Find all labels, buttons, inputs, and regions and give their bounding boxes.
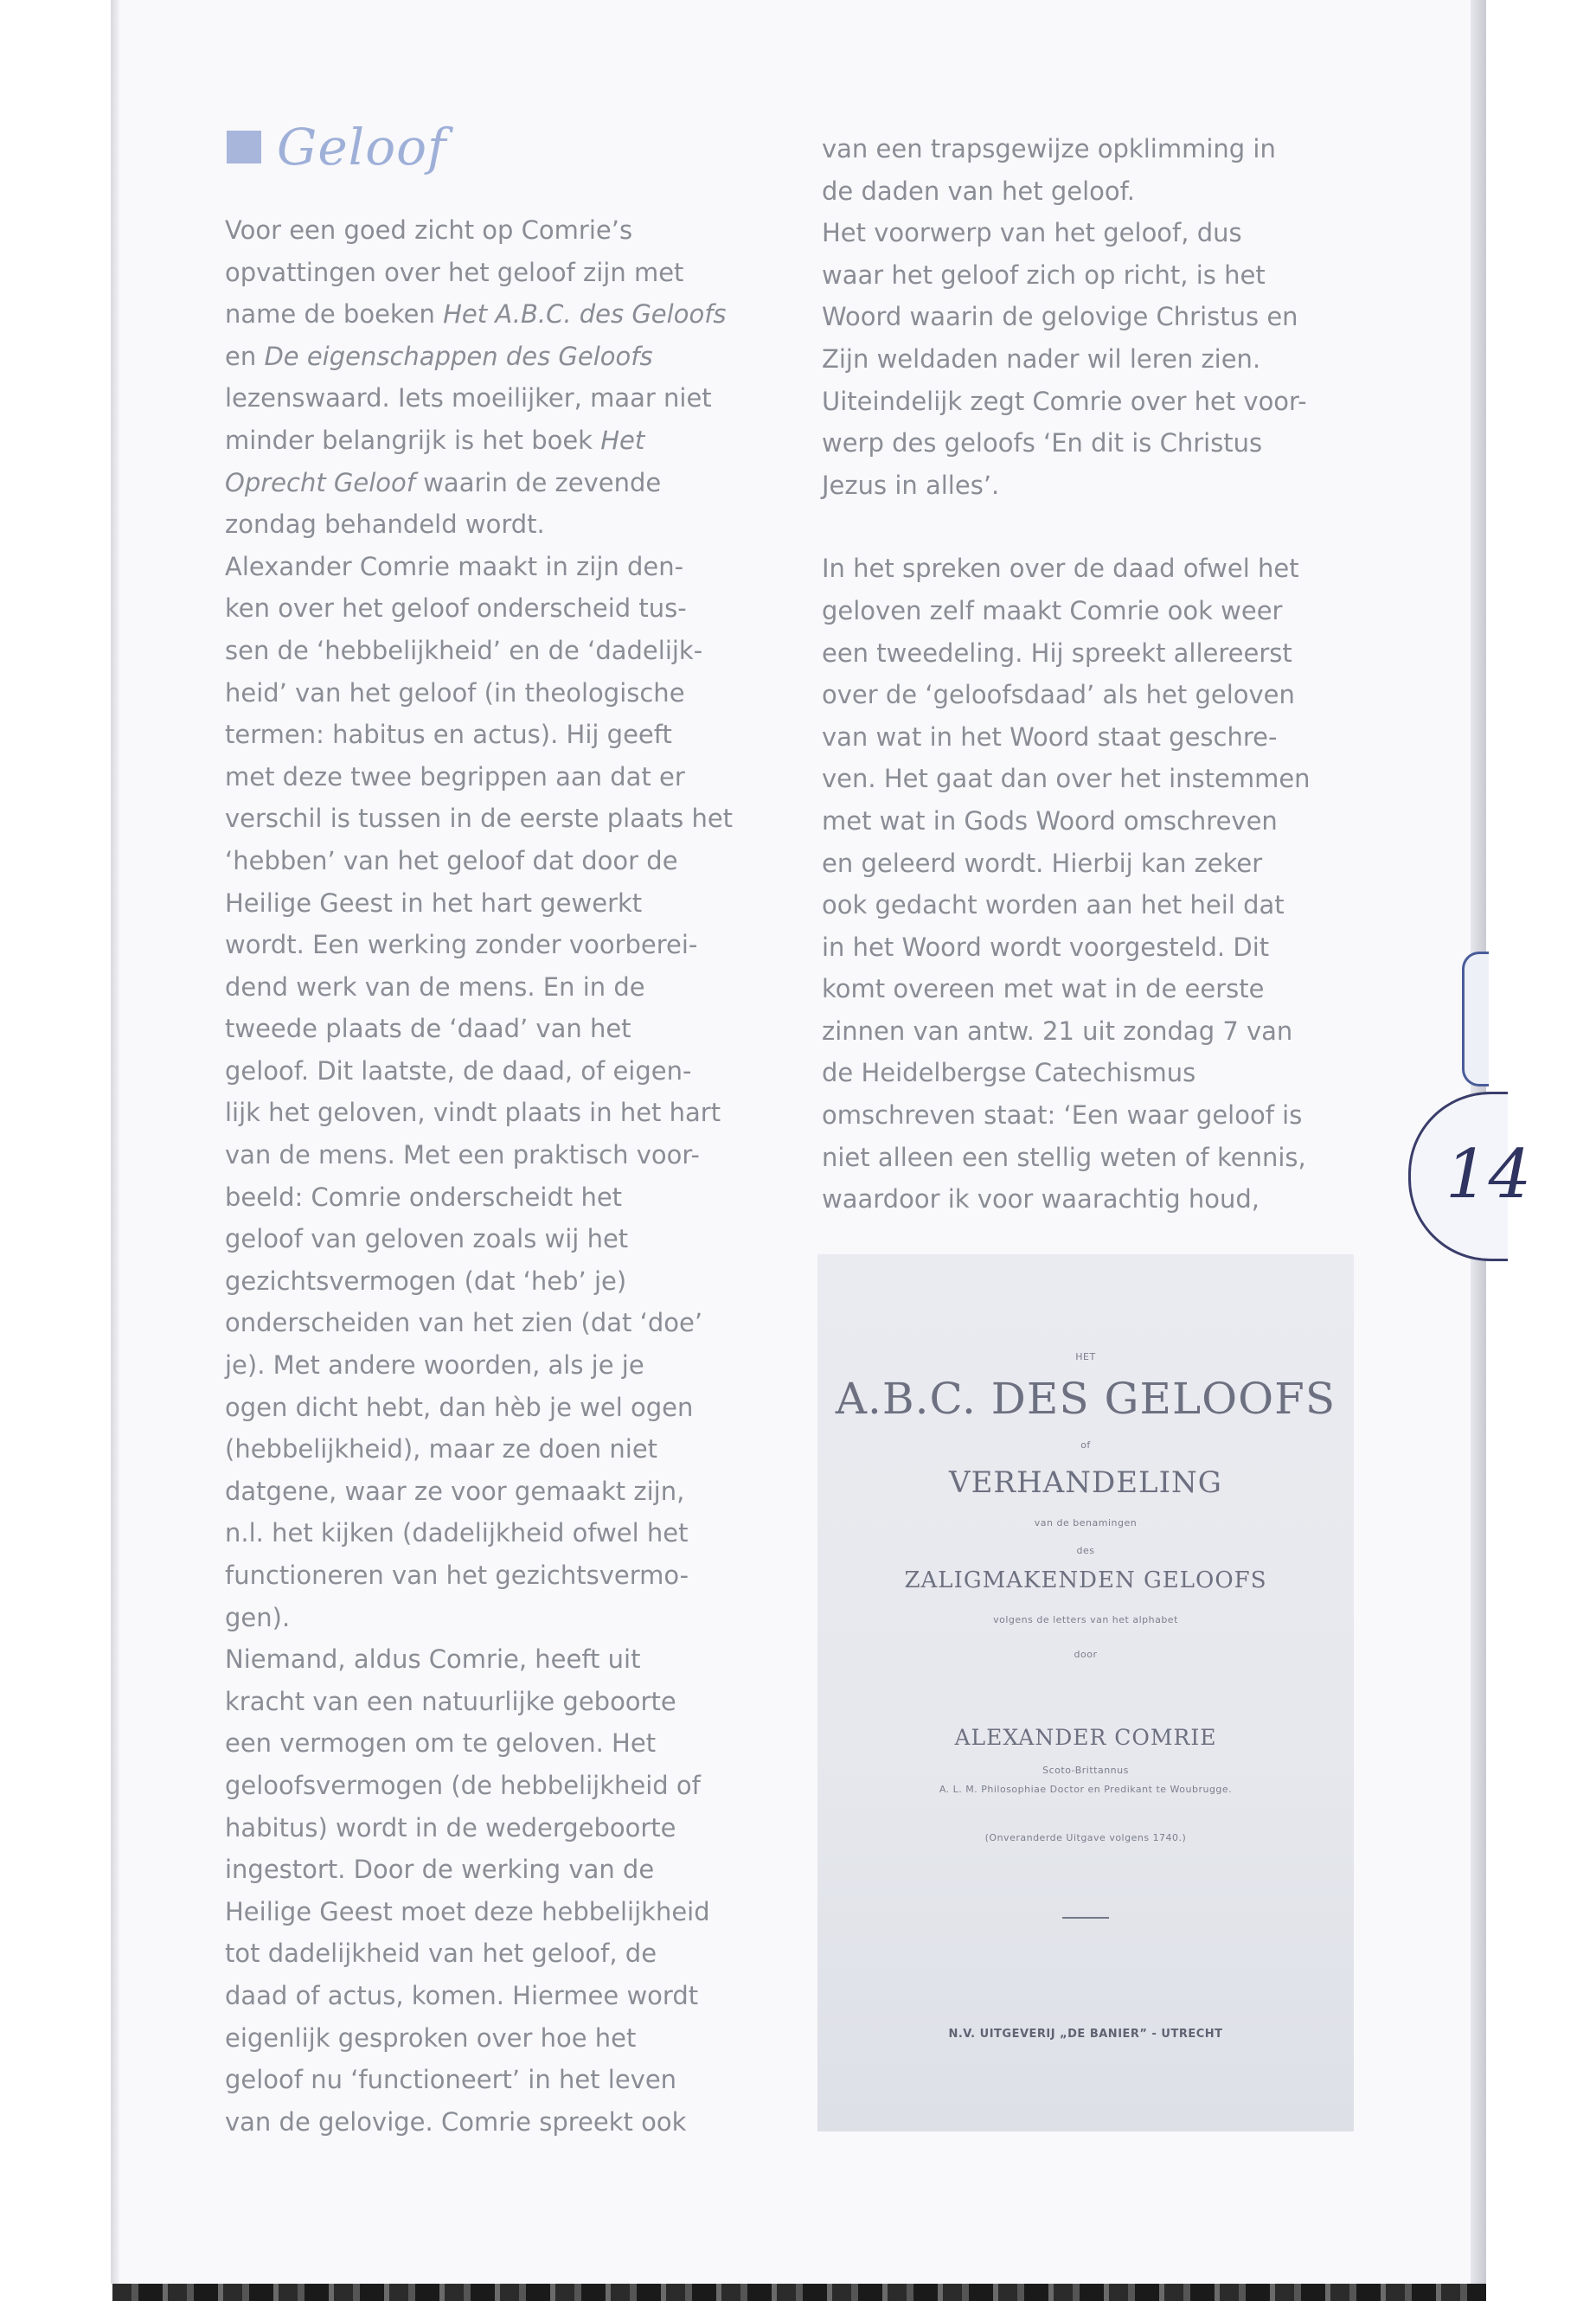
page-number: 14 xyxy=(1445,1136,1532,1214)
title-author: ALEXANDER COMRIE xyxy=(954,1725,1217,1750)
paragraph-opklimming: van een trapsgewijze opklimming in de daden van het geloof. xyxy=(822,134,1276,206)
title-of: of xyxy=(1080,1439,1091,1451)
section-title: Geloof xyxy=(277,118,447,176)
title-publisher: N.V. UITGEVERIJ „DE BANIER” - UTRECHT xyxy=(948,2028,1223,2041)
title-des: des xyxy=(1076,1545,1095,1556)
title-edition: (Onveranderde Uitgave volgens 1740.) xyxy=(984,1832,1187,1843)
title-degree: A. L. M. Philosophiae Doctor en Predikant te Woubrugge. xyxy=(939,1784,1233,1795)
title-van-de: van de benamingen xyxy=(1034,1517,1138,1529)
paragraph-habitus-actus: Alexander Comrie maakt in zijn den- ken over het geloof onderscheid tus- sen de ‘hebbelijkheid’ en de ‘dadelijk- heid’ van het geloof (in theologische termen: habitus en actus). Hij geeft met deze twee begrippen aan dat er verschil is tussen in de eerste plaats het ‘hebben’ van het geloof dat door de Heilige Geest in het hart gewerkt wordt. Een werking zonder voorberei- dend werk van de mens. En in de tweede plaats de ‘daad’ van het geloof. Dit laatste, de daad, of eigen- lijk het geloven, vindt plaats in het hart van de mens. Met een praktisch voor- beeld: Comrie onderscheidt het geloof van geloven zoals wij het gezichtsvermogen (dat ‘heb’ je) onderscheiden van het zien (dat ‘doe’ je). Met andere woorden, als je je ogen dicht hebt, dan hèb je wel ogen (hebbelijkheid), maar ze doen niet datgene, waar ze voor gemaakt zijn, n.l. het kijken (dadelijkheid ofwel het functioneren van het gezichtsvermo- gen). xyxy=(225,551,734,1632)
title-subtitle: VERHANDELING xyxy=(949,1465,1222,1500)
title-subtitle-2: ZALIGMAKENDEN GELOOFS xyxy=(904,1567,1267,1593)
title-door: door xyxy=(1074,1649,1098,1660)
paragraph-gap xyxy=(822,506,1375,548)
title-main: A.B.C. DES GELOOFS xyxy=(835,1374,1336,1424)
right-text-column xyxy=(822,128,1375,1221)
heading-square-icon xyxy=(227,131,261,163)
paragraph-voorwerp: Het voorwerp van het geloof, dus waar het geloof zich op richt, is het Woord waarin de gelovige Christus en Zijn weldaden nader wil leren zien. Uiteindelijk zegt Comrie over het voor- werp des geloofs ‘En dit is Christus Jezus in alles’. xyxy=(822,218,1307,500)
title-volgens: volgens de letters van het alphabet xyxy=(993,1614,1178,1625)
title-het: HET xyxy=(1075,1351,1096,1362)
section-tab xyxy=(1462,952,1489,1086)
paragraph-wedergeboorte: Niemand, aldus Comrie, heeft uit kracht van een natuurlijke geboorte een vermogen om te geloven. Het geloofsvermogen (de hebbelijkheid of habitus) wordt in de wedergeboorte ingestort. Door de werking van de Heilige Geest moet deze hebbelijkheid tot dadelijkheid van het geloof, de daad of actus, komen. Hiermee wordt eigenlijk gesproken over hoe het geloof nu ‘functioneert’ in het leven van de gelovige. Comrie spreekt ook xyxy=(225,1644,710,2137)
left-text-column xyxy=(225,209,779,2143)
title-divider xyxy=(1062,1917,1109,1919)
paragraph-geloofsdaad: In het spreken over de daad ofwel het geloven zelf maakt Comrie ook weer een tweedeling. Hij spreekt allereerst over de ‘geloofsdaad’ als het geloven van wat in het Woord staat geschre- ven. Het gaat dan over het instemmen met wat in Gods Woord omschreven en geleerd wordt. Hierbij kan zeker ook gedacht worden aan het heil dat in het Woord wordt voorgesteld. Dit komt overeen met wat in de eerste zinnen van antw. 21 uit zondag 7 van de Heidelbergse Catechismus omschreven staat: ‘Een waar geloof is niet alleen een stellig weten of kennis, waardoor ik voor waarachtig houd, xyxy=(822,554,1311,1215)
page-fold-shadow xyxy=(111,0,119,2284)
book-title-page-image xyxy=(817,1254,1354,2131)
section-heading xyxy=(227,112,447,182)
title-origin: Scoto-Brittannus xyxy=(1042,1765,1129,1776)
book-bottom-edge xyxy=(112,2284,1486,2301)
paragraph-intro: Voor een goed zicht op Comrie’s opvattingen over het geloof zijn met name de boeken Het A.B.C. des Geloofs en De eigenschappen des Geloofs lezenswaard. Iets moeilijker, maar niet minder belangrijk is het boek Het Oprecht Geloof waarin de zevende zondag behandeld wordt. xyxy=(225,215,727,540)
